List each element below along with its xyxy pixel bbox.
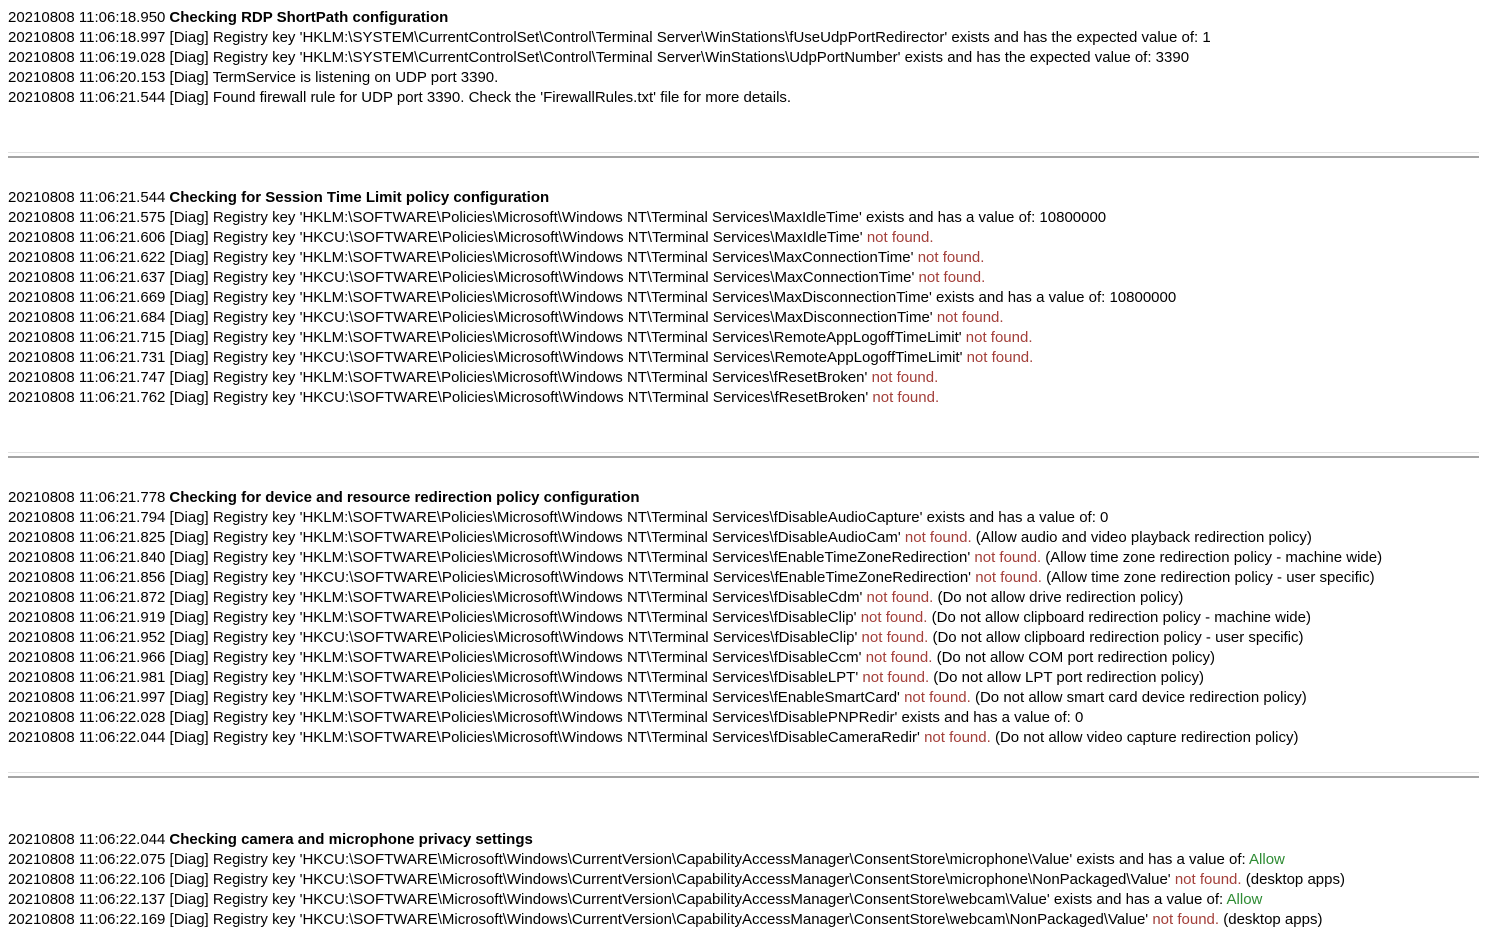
log-line xyxy=(8,668,1479,688)
log-text: 20210808 11:06:21.575 [Diag] Registry key 'HKLM:\SOFTWARE\Policies\Microsoft\Windows NT\Terminal Services\MaxIdleTime' exists and has a value of: 10800000 xyxy=(8,209,1107,226)
log-text: 20210808 11:06:21.637 [Diag] Registry key 'HKCU:\SOFTWARE\Policies\Microsoft\Windows NT\Terminal Services\MaxConnectionTime' xyxy=(8,269,919,286)
log-text: 20210808 11:06:21.669 [Diag] Registry key 'HKLM:\SOFTWARE\Policies\Microsoft\Windows NT\Terminal Services\MaxDisconnectionTime' exists and has a value of: 10800000 xyxy=(8,289,1177,306)
diagnostic-log xyxy=(8,8,1479,930)
status-not-found: not found. xyxy=(866,589,934,606)
section-title: Checking for device and resource redirection policy configuration xyxy=(169,489,640,506)
status-not-found: not found. xyxy=(1174,871,1242,888)
status-not-found: not found. xyxy=(904,689,971,706)
log-text: 20210808 11:06:21.856 [Diag] Registry key 'HKCU:\SOFTWARE\Policies\Microsoft\Windows NT\Terminal Services\fEnableTimeZoneRedirection' xyxy=(8,569,976,586)
log-text: 20210808 11:06:22.075 [Diag] Registry key 'HKCU:\SOFTWARE\Microsoft\Windows\CurrentVersion\CapabilityAccessManager\ConsentStore\microphone\Value' exists and has a value of: xyxy=(8,851,1250,868)
timestamp: 20210808 11:06:21.544 xyxy=(8,189,166,206)
section-title: Checking RDP ShortPath configuration xyxy=(169,9,449,26)
log-line xyxy=(8,548,1479,568)
log-text: 20210808 11:06:21.919 [Diag] Registry key 'HKLM:\SOFTWARE\Policies\Microsoft\Windows NT\Terminal Services\fDisableClip' xyxy=(8,609,861,626)
log-text: 20210808 11:06:21.966 [Diag] Registry key 'HKLM:\SOFTWARE\Policies\Microsoft\Windows NT\Terminal Services\fDisableCcm' xyxy=(8,649,866,666)
status-not-found: not found. xyxy=(936,309,1004,326)
log-text: 20210808 11:06:21.997 [Diag] Registry key 'HKLM:\SOFTWARE\Policies\Microsoft\Windows NT\Terminal Services\fEnableSmartCard' xyxy=(8,689,905,706)
log-line xyxy=(8,688,1479,708)
log-line xyxy=(8,68,1479,88)
log-section xyxy=(8,8,1479,108)
log-text: (Do not allow clipboard redirection policy - user specific) xyxy=(928,629,1304,646)
status-not-found: not found. xyxy=(904,529,972,546)
log-line xyxy=(8,228,1479,248)
log-line xyxy=(8,508,1479,528)
log-text: 20210808 11:06:18.997 [Diag] Registry key 'HKLM:\SYSTEM\CurrentControlSet\Control\Terminal Server\WinStations\fUseUdpPortRedirector' exists and has the expected value of: 1 xyxy=(8,29,1211,46)
log-line xyxy=(8,88,1479,108)
log-line xyxy=(8,910,1479,930)
section-header xyxy=(8,188,1479,208)
status-not-found: not found. xyxy=(860,609,928,626)
log-section xyxy=(8,830,1479,930)
log-line xyxy=(8,528,1479,548)
section-divider xyxy=(8,772,1479,778)
status-allow: Allow xyxy=(1226,891,1263,908)
status-not-found: not found. xyxy=(924,729,991,746)
log-section xyxy=(8,488,1479,748)
log-text: (Do not allow drive redirection policy) xyxy=(933,589,1184,606)
log-text: (Allow time zone redirection policy - machine wide) xyxy=(1041,549,1383,566)
log-line xyxy=(8,348,1479,368)
log-line xyxy=(8,890,1479,910)
log-section xyxy=(8,188,1479,408)
log-line xyxy=(8,328,1479,348)
log-text: 20210808 11:06:21.762 [Diag] Registry key 'HKCU:\SOFTWARE\Policies\Microsoft\Windows NT\Terminal Services\fResetBroken' xyxy=(8,389,873,406)
log-line xyxy=(8,648,1479,668)
log-text: (Do not allow video capture redirection policy) xyxy=(990,729,1299,746)
log-text: 20210808 11:06:21.544 [Diag] Found firewall rule for UDP port 3390. Check the 'FirewallRules.txt' file for more details. xyxy=(8,89,792,106)
log-text: 20210808 11:06:21.715 [Diag] Registry key 'HKLM:\SOFTWARE\Policies\Microsoft\Windows NT\Terminal Services\RemoteAppLogoffTimeLimit' xyxy=(8,329,966,346)
log-line xyxy=(8,870,1479,890)
log-text: 20210808 11:06:21.981 [Diag] Registry key 'HKLM:\SOFTWARE\Policies\Microsoft\Windows NT\Terminal Services\fDisableLPT' xyxy=(8,669,863,686)
log-text: 20210808 11:06:21.622 [Diag] Registry key 'HKLM:\SOFTWARE\Policies\Microsoft\Windows NT\Terminal Services\MaxConnectionTime' xyxy=(8,249,918,266)
log-text: 20210808 11:06:20.153 [Diag] TermService is listening on UDP port 3390. xyxy=(8,69,499,86)
log-line xyxy=(8,568,1479,588)
status-not-found: not found. xyxy=(917,249,985,266)
section-title: Checking camera and microphone privacy settings xyxy=(169,831,533,848)
log-text: (desktop apps) xyxy=(1241,871,1345,888)
status-not-found: not found. xyxy=(965,329,1033,346)
log-line xyxy=(8,48,1479,68)
log-text: 20210808 11:06:22.044 [Diag] Registry key 'HKLM:\SOFTWARE\Policies\Microsoft\Windows NT\Terminal Services\fDisableCameraRedir' xyxy=(8,729,925,746)
status-not-found: not found. xyxy=(871,369,939,386)
timestamp: 20210808 11:06:22.044 xyxy=(8,831,166,848)
log-line xyxy=(8,368,1479,388)
log-text: (Do not allow COM port redirection policy) xyxy=(932,649,1216,666)
log-text: (Do not allow smart card device redirection policy) xyxy=(970,689,1307,706)
log-line xyxy=(8,608,1479,628)
log-line xyxy=(8,850,1479,870)
log-text: (Do not allow LPT port redirection policy) xyxy=(929,669,1204,686)
log-line xyxy=(8,588,1479,608)
log-text: 20210808 11:06:21.952 [Diag] Registry key 'HKCU:\SOFTWARE\Policies\Microsoft\Windows NT\Terminal Services\fDisableClip' xyxy=(8,629,862,646)
status-not-found: not found. xyxy=(918,269,986,286)
log-line xyxy=(8,728,1479,748)
log-line xyxy=(8,288,1479,308)
log-text: 20210808 11:06:22.169 [Diag] Registry key 'HKCU:\SOFTWARE\Microsoft\Windows\CurrentVersion\CapabilityAccessManager\ConsentStore\webcam\NonPackaged\Value' xyxy=(8,911,1153,928)
log-line xyxy=(8,28,1479,48)
section-title: Checking for Session Time Limit policy configuration xyxy=(169,189,550,206)
status-not-found: not found. xyxy=(862,669,930,686)
status-not-found: not found. xyxy=(872,389,940,406)
timestamp: 20210808 11:06:21.778 xyxy=(8,489,166,506)
log-text: 20210808 11:06:22.137 [Diag] Registry key 'HKCU:\SOFTWARE\Microsoft\Windows\CurrentVersion\CapabilityAccessManager\ConsentStore\webcam\Value' exists and has a value of: xyxy=(8,891,1227,908)
log-line xyxy=(8,308,1479,328)
section-header xyxy=(8,830,1479,850)
log-text: 20210808 11:06:21.684 [Diag] Registry key 'HKCU:\SOFTWARE\Policies\Microsoft\Windows NT\Terminal Services\MaxDisconnectionTime' xyxy=(8,309,937,326)
log-line xyxy=(8,628,1479,648)
log-text: (Do not allow clipboard redirection policy - machine wide) xyxy=(927,609,1311,626)
status-not-found: not found. xyxy=(866,229,934,246)
status-not-found: not found. xyxy=(975,569,1042,586)
section-header xyxy=(8,488,1479,508)
status-not-found: not found. xyxy=(861,629,929,646)
section-divider xyxy=(8,152,1479,158)
log-line xyxy=(8,268,1479,288)
log-line xyxy=(8,248,1479,268)
log-text: (desktop apps) xyxy=(1219,911,1323,928)
log-line xyxy=(8,208,1479,228)
log-text: 20210808 11:06:22.106 [Diag] Registry key 'HKCU:\SOFTWARE\Microsoft\Windows\CurrentVersion\CapabilityAccessManager\ConsentStore\microphone\NonPackaged\Value' xyxy=(8,871,1175,888)
status-not-found: not found. xyxy=(865,649,933,666)
log-text: (Allow time zone redirection policy - user specific) xyxy=(1041,569,1375,586)
status-not-found: not found. xyxy=(1152,911,1220,928)
status-not-found: not found. xyxy=(966,349,1034,366)
status-not-found: not found. xyxy=(974,549,1042,566)
log-text: 20210808 11:06:21.731 [Diag] Registry key 'HKCU:\SOFTWARE\Policies\Microsoft\Windows NT\Terminal Services\RemoteAppLogoffTimeLimit' xyxy=(8,349,967,366)
section-header xyxy=(8,8,1479,28)
log-text: 20210808 11:06:21.825 [Diag] Registry key 'HKLM:\SOFTWARE\Policies\Microsoft\Windows NT\Terminal Services\fDisableAudioCam' xyxy=(8,529,905,546)
log-text: 20210808 11:06:21.794 [Diag] Registry key 'HKLM:\SOFTWARE\Policies\Microsoft\Windows NT\Terminal Services\fDisableAudioCapture' exists and has a value of: 0 xyxy=(8,509,1109,526)
log-text: (Allow audio and video playback redirection policy) xyxy=(971,529,1312,546)
log-text: 20210808 11:06:22.028 [Diag] Registry key 'HKLM:\SOFTWARE\Policies\Microsoft\Windows NT\Terminal Services\fDisablePNPRedir' exists and has a value of: 0 xyxy=(8,709,1084,726)
log-text: 20210808 11:06:21.872 [Diag] Registry key 'HKLM:\SOFTWARE\Policies\Microsoft\Windows NT\Terminal Services\fDisableCdm' xyxy=(8,589,867,606)
section-divider xyxy=(8,452,1479,458)
log-text: 20210808 11:06:21.606 [Diag] Registry key 'HKCU:\SOFTWARE\Policies\Microsoft\Windows NT\Terminal Services\MaxIdleTime' xyxy=(8,229,867,246)
timestamp: 20210808 11:06:18.950 xyxy=(8,9,166,26)
log-text: 20210808 11:06:19.028 [Diag] Registry key 'HKLM:\SYSTEM\CurrentControlSet\Control\Terminal Server\WinStations\UdpPortNumber' exists and has the expected value of: 3390 xyxy=(8,49,1190,66)
log-line xyxy=(8,708,1479,728)
log-line xyxy=(8,388,1479,408)
log-text: 20210808 11:06:21.840 [Diag] Registry key 'HKLM:\SOFTWARE\Policies\Microsoft\Windows NT\Terminal Services\fEnableTimeZoneRedirection' xyxy=(8,549,975,566)
log-text: 20210808 11:06:21.747 [Diag] Registry key 'HKLM:\SOFTWARE\Policies\Microsoft\Windows NT\Terminal Services\fResetBroken' xyxy=(8,369,872,386)
status-allow: Allow xyxy=(1249,851,1285,868)
